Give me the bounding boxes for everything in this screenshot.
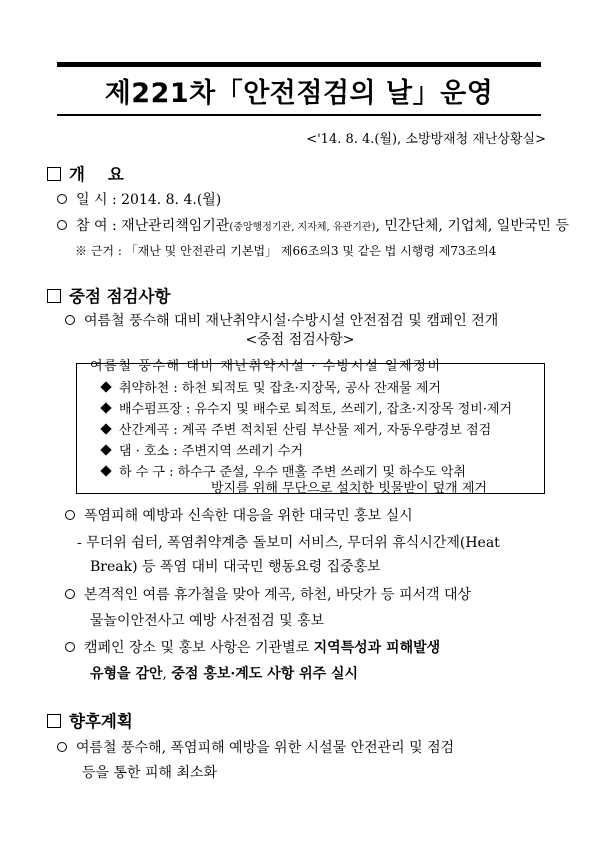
date-label: 일 시 :	[76, 192, 117, 208]
section-focus-title: 중점 점검사항	[69, 287, 171, 306]
diamond-bullet-icon	[100, 402, 111, 413]
diamond-bullet-icon	[100, 381, 111, 392]
participants-rest: , 민간단체, 기업체, 일반국민 등	[375, 218, 569, 234]
section-overview-heading	[47, 161, 124, 185]
participants-label: 참 여 :	[76, 218, 117, 234]
focus-item-text: : 하수구 준설, 우수 맨홀 주변 쓰레기 및 하수도 악취	[169, 465, 466, 480]
focus-item-dam	[102, 440, 303, 459]
section-focus-heading	[47, 283, 170, 307]
future-line-2: 등을 통한 피해 최소화	[82, 765, 218, 781]
circle-bullet-icon	[65, 642, 75, 652]
participants-small: (중앙행정기관, 지자체, 유관기관)	[229, 222, 376, 233]
future-line-1	[57, 737, 454, 757]
focus-item-key: 배수펌프장	[119, 402, 182, 417]
overview-participants-line	[57, 215, 569, 235]
focus-item-key: 댐 · 호소	[119, 444, 170, 459]
diamond-bullet-icon	[100, 465, 111, 476]
title-box	[57, 62, 541, 116]
focus-item-text: : 주변지역 쓰레기 수거	[173, 444, 304, 459]
focus-item-key: 산간계곡	[119, 423, 170, 438]
square-bullet-icon	[47, 289, 61, 303]
overview-date-line	[57, 189, 221, 209]
focus-item-river	[102, 377, 441, 396]
focus-item-text: : 하천 퇴적토 및 잡초·지장목, 공사 잔재물 제거	[173, 381, 441, 396]
campaign-text-2c: 중점 홍보·계도 사항 위주 실시	[171, 666, 359, 682]
participants-main: 재난관리책임기관	[121, 218, 230, 234]
heat-detail-line-2: Break) 등 폭염 대비 대국민 행동요령 집중홍보	[90, 559, 381, 575]
heat-promo-line	[65, 505, 413, 525]
heat-promo-text: 폭염피해 예방과 신속한 대응을 위한 대국민 홍보 실시	[84, 508, 413, 524]
page-title: 제221차「안전점검의 날」운영	[104, 78, 494, 109]
focus-intro-line	[65, 310, 498, 330]
diamond-bullet-icon	[100, 423, 111, 434]
square-bullet-icon	[47, 167, 61, 181]
dateline: <'14. 8. 4.(월), 소방방재청 재난상황실>	[306, 132, 546, 147]
circle-bullet-icon	[65, 315, 75, 325]
circle-bullet-icon	[65, 589, 75, 599]
focus-box-label	[0, 329, 600, 349]
vacation-line-2: 물놀이안전사고 예방 사전점검 및 홍보	[90, 613, 325, 629]
focus-item-text: : 유수지 및 배수로 퇴적토, 쓰레기, 잡초·지장목 정비·제거	[185, 402, 513, 417]
circle-bullet-icon	[57, 220, 67, 230]
campaign-text-1a: 캠페인 장소 및 홍보 사항은 기관별로	[84, 640, 314, 656]
focus-intro-text: 여름철 풍수해 대비 재난취약시설·수방시설 안전점검 및 캠페인 전개	[84, 313, 499, 329]
focus-item-key: 하 수 구	[119, 465, 165, 480]
campaign-text-1b: 지역특성과 피해발생	[313, 640, 441, 656]
focus-box-title: 여름철 풍수해 대비 재난취약시설 · 수방시설 일제정비	[90, 359, 442, 374]
date-value: 2014. 8. 4.(월)	[121, 192, 222, 208]
focus-item-text: : 계곡 주변 적치된 산림 부산물 제거, 자동우량경보 점검	[173, 423, 492, 438]
future-text-1: 여름철 풍수해, 폭염피해 예방을 위한 시설물 안전관리 및 점검	[76, 740, 455, 756]
circle-bullet-icon	[57, 742, 67, 752]
campaign-text-2b: ,	[162, 666, 172, 682]
campaign-line-1	[65, 637, 440, 657]
focus-item-pump	[102, 398, 512, 417]
heat-detail-line-1: - 무더위 쉼터, 폭염취약계층 돌보미 서비스, 무더위 휴식시간제(Heat	[77, 535, 500, 551]
square-bullet-icon	[47, 714, 61, 728]
vacation-line-1	[65, 584, 471, 604]
legal-basis-note: ※ 근거 : 「재난 및 안전관리 기본법」 제66조의3 및 같은 법 시행령 제73조의4	[75, 244, 497, 258]
vacation-text-1: 본격적인 여름 휴가철을 맞아 계곡, 하천, 바닷가 등 피서객 대상	[84, 587, 472, 603]
campaign-line-2	[90, 663, 358, 683]
section-future-heading	[47, 708, 133, 732]
focus-box-label-text: <중점 점검사항>	[241, 329, 358, 349]
circle-bullet-icon	[65, 510, 75, 520]
circle-bullet-icon	[57, 194, 67, 204]
focus-item-key: 취약하천	[119, 381, 170, 396]
focus-item-valley	[102, 419, 491, 438]
campaign-text-2a: 유형을 감안	[90, 666, 163, 682]
focus-item-sewer-cont: 방지를 위해 무단으로 설치한 빗물받이 덮개 제거	[211, 481, 487, 496]
section-future-title: 향후계획	[69, 712, 133, 731]
section-overview-title: 개 요	[69, 165, 124, 184]
diamond-bullet-icon	[100, 444, 111, 455]
